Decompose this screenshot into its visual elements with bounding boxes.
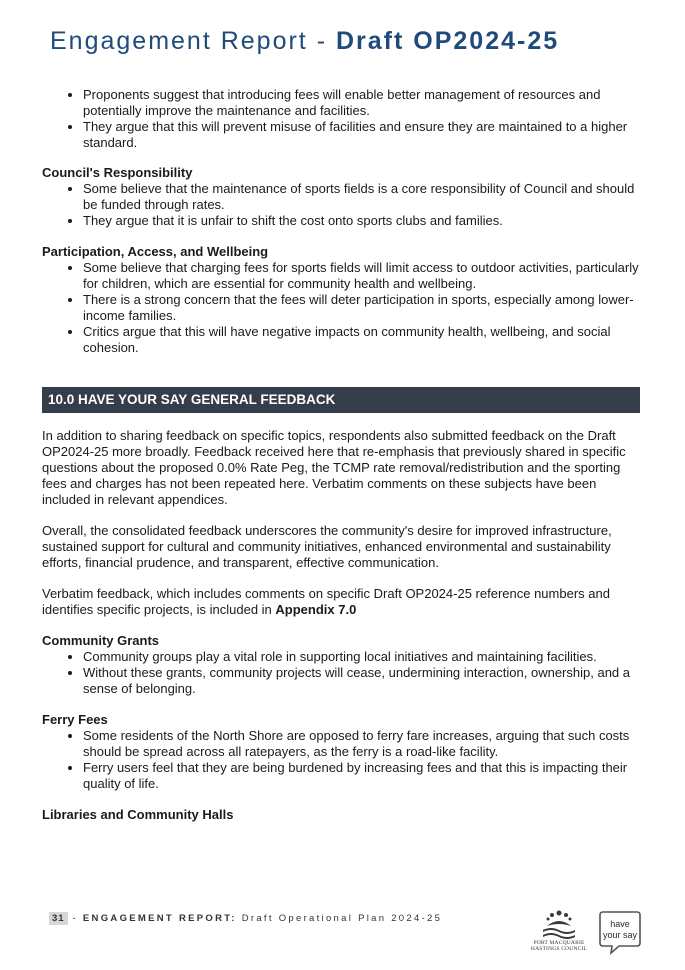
council-name-line-2: HASTINGS COUNCIL xyxy=(530,946,588,952)
list-item: • Ferry users feel that they are being burdened by increasing fees and that this is impacting their quality of life. xyxy=(83,760,647,792)
council-logo xyxy=(527,908,591,958)
footer-doc-title: Draft Operational Plan 2024-25 xyxy=(236,913,443,924)
list-item: • Some believe that charging fees for sports fields will limit access to outdoor activities, particularly for children, which are essential for community health and wellbeing. xyxy=(83,260,647,292)
page-number: 31 xyxy=(49,912,68,925)
community-grants-list xyxy=(42,649,647,697)
hys-text-1: have xyxy=(610,919,630,929)
section-banner: 10.0 HAVE YOUR SAY GENERAL FEEDBACK xyxy=(42,387,640,413)
have-your-say-logo xyxy=(597,909,643,955)
footer-label: ENGAGEMENT REPORT: xyxy=(82,913,237,924)
section-paragraph-3 xyxy=(42,586,647,618)
council-name-line-1: PORT MACQUARIE xyxy=(533,940,585,946)
council-responsibility-list xyxy=(42,181,647,229)
list-item: • They argue that it is unfair to shift the cost onto sports clubs and families. xyxy=(83,213,647,229)
heading-participation: Participation, Access, and Wellbeing xyxy=(42,244,269,259)
list-item: • Some believe that the maintenance of sports fields is a core responsibility of Council and should be funded through rates. xyxy=(83,181,647,213)
list-item: • They argue that this will prevent misuse of facilities and ensure they are maintained to a higher standard. xyxy=(83,119,647,151)
heading-community-grants: Community Grants xyxy=(42,633,160,648)
list-item: • Community groups play a vital role in supporting local initiatives and maintaining facilities. xyxy=(83,649,647,665)
list-item: • Some residents of the North Shore are opposed to ferry fare increases, arguing that such costs should be spread across all ratepayers, as the ferry is a road-like facility. xyxy=(83,728,647,760)
list-item: • Proponents suggest that introducing fees will enable better management of resources and potentially improve the maintenance and facilities. xyxy=(83,87,647,119)
page-footer xyxy=(49,913,442,924)
list-item: • There is a strong concern that the fees will deter participation in sports, especially among lower-income families. xyxy=(83,292,647,324)
ferry-fees-list xyxy=(42,728,647,792)
heading-council-responsibility: Council's Responsibility xyxy=(42,165,193,180)
title-light: Engagement Report - xyxy=(50,27,336,55)
paragraph-3-text: Verbatim feedback, which includes comments on specific Draft OP2024-25 reference numbers and identifies specific projects, is included in xyxy=(42,586,610,617)
appendix-reference: Appendix 7.0 xyxy=(275,602,357,617)
council-emblem-icon xyxy=(539,908,579,940)
document-body xyxy=(42,87,647,823)
footer-separator: - xyxy=(67,913,83,924)
list-item: • Critics argue that this will have negative impacts on community health, wellbeing, and social cohesion. xyxy=(83,324,647,356)
heading-ferry-fees: Ferry Fees xyxy=(42,712,108,727)
participation-list xyxy=(42,260,647,356)
list-item: • Without these grants, community projects will cease, undermining interaction, ownership, and a sense of belonging. xyxy=(83,665,647,697)
intro-bullet-list xyxy=(42,87,647,151)
hys-text-2: your say xyxy=(602,930,638,940)
section-paragraph-2: Overall, the consolidated feedback underscores the community's desire for improved infrastructure, sustained support for cultural and community initiatives, enhanced environmental and sustainability efforts, financial prudence, and transparent, effective communication. xyxy=(42,523,612,570)
heading-libraries: Libraries and Community Halls xyxy=(42,807,234,822)
section-paragraph-1: In addition to sharing feedback on specific topics, respondents also submitted feedback on the Draft OP2024-25 more broadly. Feedback received here that re-emphasis that previously shared in specific questions about the proposed 0.0% Rate Peg, the TCMP rate removal/redistribution and the sporting fees and charges has not been repeated here. Verbatim comments on these subjects have been included in relevant appendices. xyxy=(42,428,626,507)
speech-bubble-icon xyxy=(597,909,643,955)
page-header-title xyxy=(50,27,559,56)
title-bold: Draft OP2024-25 xyxy=(335,27,560,55)
